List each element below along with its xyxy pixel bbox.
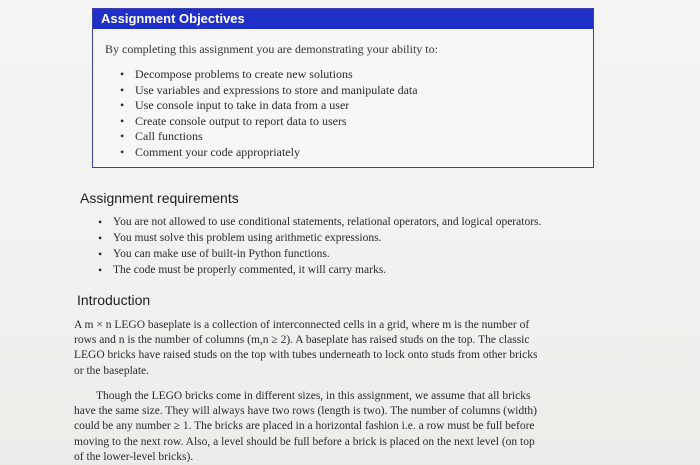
text-line: could be any number ≥ 1. The bricks are placed in a horizontal fashion i.e. a row must be full before bbox=[74, 420, 535, 433]
text-line: A m × n LEGO baseplate is a collection of interconnected cells in a grid, where m is the number of bbox=[74, 319, 530, 331]
list-item: • You are not allowed to use conditional statements, relational operators, and logical operators. bbox=[98, 215, 542, 229]
objectives-intro: By completing this assignment you are demonstrating your ability to: bbox=[105, 42, 438, 56]
bullet-icon: • bbox=[120, 113, 125, 128]
objectives-list bbox=[120, 67, 418, 160]
objectives-box bbox=[92, 8, 594, 168]
list-item: • You must solve this problem using arithmetic expressions. bbox=[98, 231, 382, 245]
bullet-icon: • bbox=[120, 98, 125, 112]
list-item: • Decompose problems to create new solutions bbox=[120, 67, 353, 81]
introduction-heading: Introduction bbox=[77, 292, 151, 308]
list-item: • Use variables and expressions to store and manipulate data bbox=[120, 82, 418, 97]
bullet-icon: • bbox=[120, 144, 125, 159]
bullet-icon: • bbox=[98, 247, 103, 261]
list-item: • Create console output to report data to users bbox=[120, 113, 347, 128]
introduction-paragraph-2 bbox=[74, 389, 604, 465]
text-line: or the baseplate. bbox=[74, 364, 150, 377]
list-item: • You can make use of built-in Python functions. bbox=[98, 247, 330, 261]
text-line: have the same size. They will always have two rows (length is two). The number of columns (width) bbox=[74, 405, 537, 418]
list-item: • Use console input to take in data from a user bbox=[120, 98, 350, 112]
list-item: • Call functions bbox=[120, 129, 203, 143]
requirements-list bbox=[98, 214, 542, 278]
text-line: LEGO bricks have raised studs on the top with tubes underneath to lock onto studs from other bricks bbox=[74, 349, 538, 362]
text-line: rows and n is the number of columns (m,n ≥ 2). A baseplate has raised studs on the top. The classic bbox=[74, 334, 530, 347]
requirements-heading: Assignment requirements bbox=[80, 190, 239, 206]
bullet-icon: • bbox=[98, 215, 103, 229]
objectives-title: Assignment Objectives bbox=[93, 9, 593, 29]
text-line: Though the LEGO bricks come in different sizes, in this assignment, we assume that all bricks bbox=[96, 390, 531, 402]
bullet-icon: • bbox=[120, 129, 125, 143]
text-line: moving to the next row. Also, a level should be full before a brick is placed on the next level (on top bbox=[74, 435, 535, 448]
bullet-icon: • bbox=[120, 82, 125, 97]
text-line: of the lower-level bricks). bbox=[74, 450, 194, 463]
bullet-icon: • bbox=[120, 67, 125, 81]
list-item: • The code must be properly commented, it will carry marks. bbox=[98, 263, 387, 277]
list-item: • Comment your code appropriately bbox=[120, 144, 300, 159]
introduction-paragraph-1 bbox=[74, 318, 604, 379]
bullet-icon: • bbox=[98, 231, 103, 245]
bullet-icon: • bbox=[98, 263, 103, 277]
